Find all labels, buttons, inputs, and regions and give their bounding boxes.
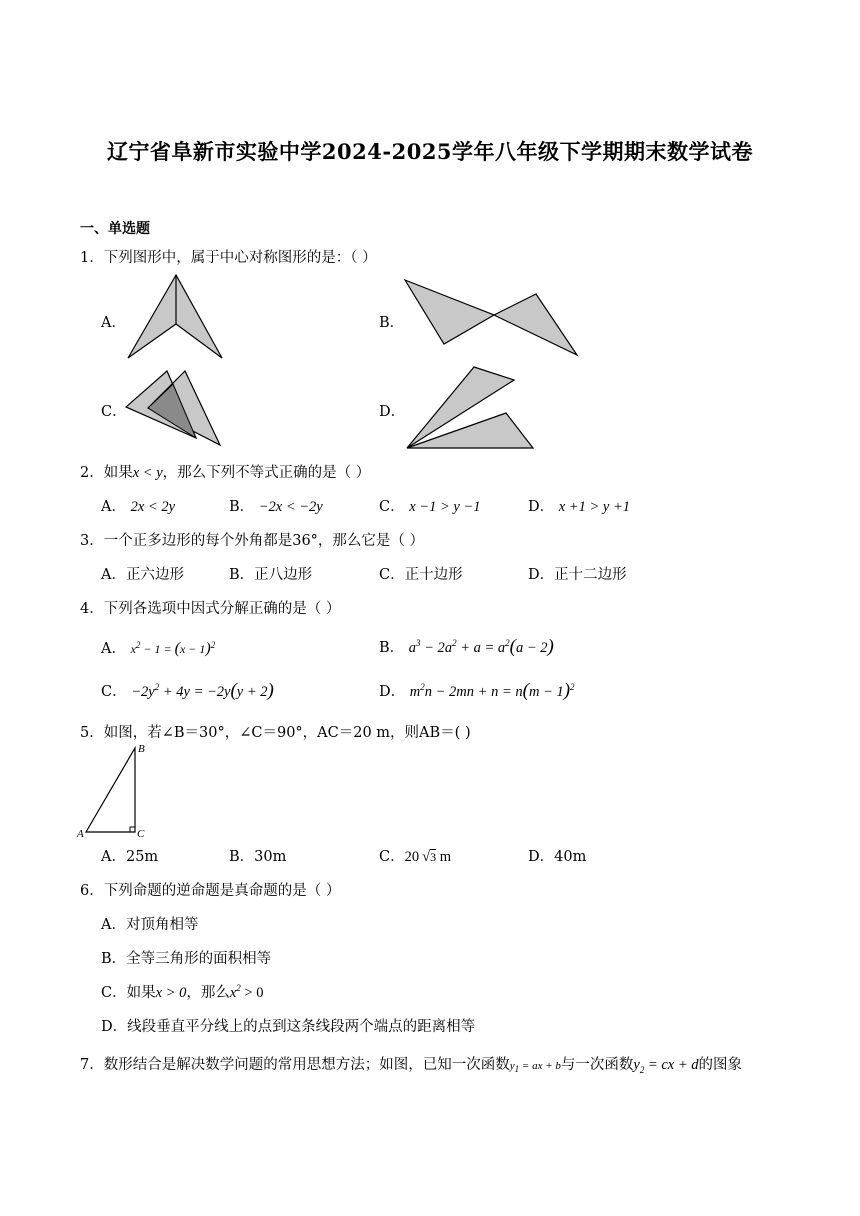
q3-option-a: A．正六边形 (101, 567, 184, 583)
q1-option-d-label: D． (379, 404, 406, 420)
question-3: 3．一个正多边形的每个外角都是36°，那么它是（ ） (80, 533, 425, 549)
q5-triangle-figure (76, 742, 156, 840)
question-5: 5．如图，若∠B＝30°，∠C＝90°，AC＝20 m，则AB＝( ) (80, 725, 471, 741)
question-4: 4．下列各选项中因式分解正确的是（ ） (80, 601, 341, 617)
q3-option-c: C．正十边形 (379, 567, 463, 583)
q3-option-d: D．正十二边形 (528, 567, 627, 583)
question-7: 7．数形结合是解决数学问题的常用思想方法；如图，已知一次函数$y_1$ = ax + b与一次函数$y_2$ = cx + d的图象 (80, 1057, 743, 1075)
page-title: 辽宁省阜新市实验中学2024-2025学年八年级下学期期末数学试卷 (106, 139, 754, 164)
q4-option-b: B． $a^3 - 2a^2 + a = a^2(a - 2)$ (379, 636, 554, 657)
q6-option-d: D．线段垂直平分线上的点到这条线段两个端点的距离相等 (101, 1019, 476, 1035)
vertex-b-label: B (138, 743, 145, 755)
q5-option-d: D．40m (528, 849, 587, 865)
q6-option-b: B．全等三角形的面积相等 (101, 951, 272, 967)
q7-mid: 与一次函数 (560, 1057, 634, 1073)
q1-option-c-label: C． (101, 404, 127, 420)
question-6: 6．下列命题的逆命题是真命题的是（ ） (80, 883, 341, 899)
q5-option-a: A．25m (101, 849, 159, 865)
q2-prefix: 2．如果 (80, 465, 133, 481)
q1-figure-b (400, 276, 582, 358)
q7-suffix: 的图象 (698, 1057, 743, 1073)
q5-option-c: C．20 √3 m (379, 849, 451, 865)
vertex-a-label: A (77, 828, 84, 840)
q1-figure-d (402, 364, 538, 452)
question-1: 1．下列图形中，属于中心对称图形的是：（ ） (80, 250, 377, 266)
q6-option-c: C．如果x > 0，那么$x^2 > 0$ (101, 983, 264, 1001)
q1-option-b-label: B． (379, 315, 405, 331)
q6-option-a: A．对顶角相等 (101, 917, 199, 933)
q7-prefix: 7．数形结合是解决数学问题的常用思想方法；如图，已知一次函数 (80, 1057, 510, 1073)
q2-option-a: A． 2x < 2y (101, 499, 175, 515)
q4-option-a: A． $x^2 - 1 = (x - 1)^2$ (101, 640, 216, 657)
vertex-c-label: C (137, 828, 145, 840)
q2-option-b: B． −2x < −2y (229, 499, 323, 515)
q4-option-c: C． $-2y^2 + 4y = -2y(y + 2)$ (101, 680, 274, 701)
q1-figure-c (120, 366, 228, 448)
q4-option-d: D． $m^2n - 2mn + n = n(m - 1)^2$ (379, 680, 575, 701)
q2-option-c: C． x −1 > y −1 (379, 499, 481, 515)
q3-option-b: B．正八边形 (229, 567, 313, 583)
section-heading: 一、单选题 (80, 221, 150, 237)
q1-figure-a (120, 272, 230, 364)
q2-option-d: D． x +1 > y +1 (528, 499, 630, 515)
q2-suffix: ，那么下列不等式正确的是（ ） (162, 465, 371, 481)
question-2 (80, 461, 370, 482)
q2-condition: x < y (132, 465, 163, 481)
q1-option-a-label: A． (101, 315, 126, 331)
q5-option-b: B．30m (229, 849, 287, 865)
